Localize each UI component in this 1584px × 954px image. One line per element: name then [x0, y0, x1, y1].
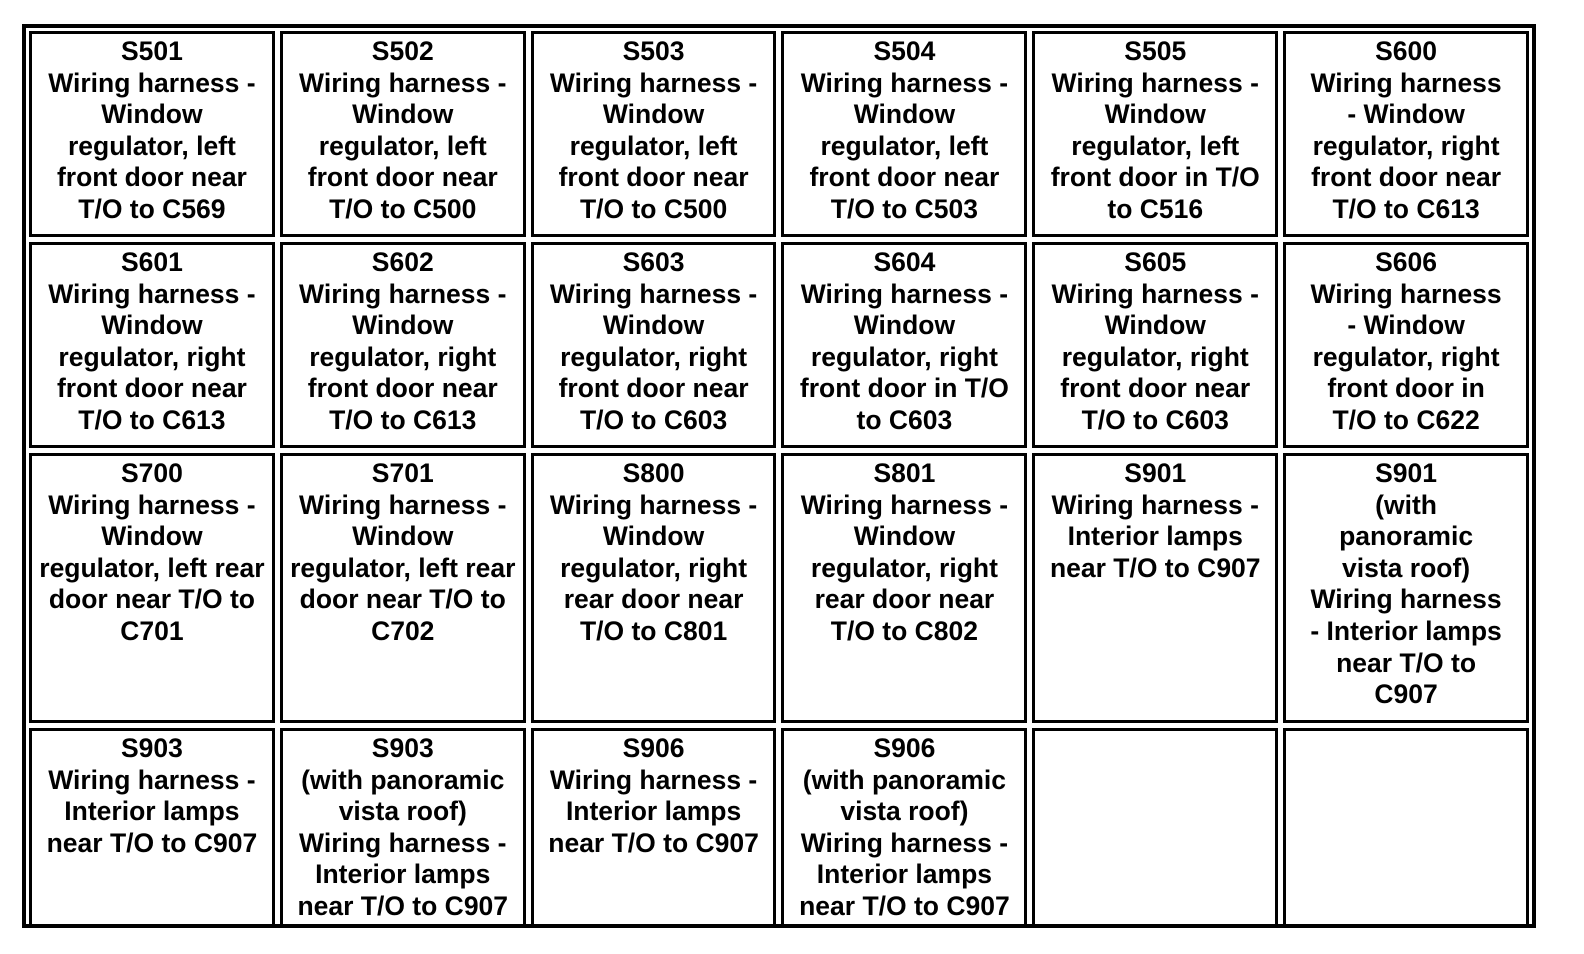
- splice-description-line: near T/O to C907: [548, 827, 759, 858]
- splice-description-line: regulator, right: [309, 341, 497, 372]
- splice-description-line: Window: [1104, 310, 1206, 341]
- splice-description-line: front door near: [307, 373, 498, 404]
- splice-description-line: T/O to C500: [579, 193, 728, 224]
- splice-description-line: T/O to C613: [78, 404, 226, 435]
- splice-description-line: Wiring harness -: [48, 278, 256, 309]
- splice-description-line: T/O to C569: [78, 193, 226, 224]
- splice-description-line: rear door near: [814, 584, 995, 615]
- splice-description-line: C702: [371, 615, 435, 646]
- splice-description-line: Interior lamps: [816, 859, 993, 890]
- splice-cell: [1032, 31, 1278, 237]
- splice-description-line: Window: [1104, 99, 1206, 130]
- splice-description-line: near T/O to C907: [1049, 552, 1261, 583]
- splice-description-line: C701: [120, 615, 184, 646]
- splice-description-line: Wiring harness -: [800, 827, 1009, 858]
- splice-id: S605: [1124, 247, 1187, 277]
- splice-description-line: (with panoramic: [301, 764, 505, 795]
- splice-description-line: regulator, left rear: [290, 552, 516, 583]
- splice-description-line: near T/O to C907: [297, 890, 509, 921]
- splice-description-line: T/O to C802: [830, 615, 979, 646]
- splice-description-line: front door in: [1327, 373, 1485, 404]
- splice-id: S800: [622, 458, 685, 488]
- splice-id: S901: [1375, 458, 1438, 488]
- splice-description-line: Wiring harness -: [549, 278, 758, 309]
- splice-cell: [1283, 242, 1529, 448]
- empty-cell: [1283, 728, 1529, 928]
- splice-description-line: Wiring harness: [1310, 278, 1502, 309]
- splice-id: S505: [1124, 36, 1187, 66]
- splice-description-line: - Window: [1347, 99, 1465, 130]
- splice-description-line: door near T/O to: [48, 584, 255, 615]
- splice-description-line: door near T/O to: [299, 584, 506, 615]
- splice-description-line: regulator, right: [1061, 341, 1249, 372]
- splice-description-line: regulator, left rear: [39, 552, 265, 583]
- splice-cell: [781, 728, 1027, 928]
- splice-description-line: Window: [101, 310, 203, 341]
- splice-description-line: regulator, right: [1312, 130, 1500, 161]
- splice-id: S801: [873, 458, 936, 488]
- splice-description-line: regulator, left: [318, 130, 487, 161]
- splice-id: S903: [120, 733, 183, 763]
- splice-id: S903: [371, 733, 434, 763]
- empty-cell: [1032, 728, 1278, 928]
- splice-description-line: Wiring harness -: [549, 67, 758, 98]
- splice-cell: [29, 31, 275, 237]
- splice-description-line: - Interior lamps: [1310, 615, 1502, 646]
- splice-cell: [29, 453, 275, 723]
- splice-description-line: Wiring harness -: [48, 67, 256, 98]
- splice-cell: [280, 31, 526, 237]
- splice-id: S603: [622, 247, 685, 277]
- splice-description-line: front door in T/O: [1050, 162, 1260, 193]
- splice-cell: [1032, 453, 1278, 723]
- splice-description-line: - Window: [1347, 310, 1465, 341]
- splice-description-line: T/O to C503: [830, 193, 979, 224]
- splice-table: [22, 24, 1536, 928]
- splice-description-line: front door near: [809, 162, 1000, 193]
- splice-description-line: Window: [352, 310, 454, 341]
- splice-id: S701: [371, 458, 434, 488]
- splice-description-line: Wiring harness -: [48, 489, 256, 520]
- splice-description-line: (with: [1375, 489, 1437, 520]
- splice-id: S602: [371, 247, 434, 277]
- splice-description-line: C907: [1374, 679, 1438, 710]
- splice-cell: [781, 242, 1027, 448]
- splice-description-line: regulator, left: [1071, 130, 1240, 161]
- splice-id: S502: [371, 36, 434, 66]
- splice-cell: [1283, 453, 1529, 723]
- splice-description-line: Interior lamps: [315, 859, 491, 890]
- splice-description-line: near T/O to C907: [799, 890, 1010, 921]
- splice-cell: [1283, 31, 1529, 237]
- splice-description-line: near T/O to C907: [46, 827, 258, 858]
- splice-description-line: front door near: [307, 162, 498, 193]
- splice-description-line: regulator, left: [569, 130, 738, 161]
- splice-id: S906: [622, 733, 685, 763]
- splice-description-line: Window: [101, 521, 203, 552]
- splice-cell: [29, 728, 275, 928]
- splice-description-line: front door near: [56, 162, 247, 193]
- splice-cell: [280, 728, 526, 928]
- splice-id: S700: [120, 458, 183, 488]
- splice-id: S501: [120, 36, 183, 66]
- splice-description-line: Window: [602, 99, 705, 130]
- splice-description-line: Interior lamps: [64, 796, 240, 827]
- splice-cell: [29, 242, 275, 448]
- splice-description-line: regulator, right: [810, 341, 998, 372]
- splice-description-line: panoramic: [1339, 521, 1474, 552]
- splice-description-line: near T/O to: [1336, 647, 1477, 678]
- splice-description-line: T/O to C622: [1332, 404, 1480, 435]
- splice-description-line: T/O to C613: [329, 404, 477, 435]
- splice-description-line: front door near: [56, 373, 247, 404]
- splice-description-line: regulator, right: [1312, 341, 1500, 372]
- splice-description-line: T/O to C603: [1081, 404, 1229, 435]
- splice-description-line: Wiring harness -: [800, 278, 1009, 309]
- splice-cell: [781, 31, 1027, 237]
- splice-description-line: Wiring harness -: [299, 827, 507, 858]
- splice-description-line: (with panoramic: [802, 764, 1006, 795]
- splice-description-line: front door near: [558, 162, 749, 193]
- splice-description-line: Wiring harness -: [1051, 489, 1259, 520]
- splice-description-line: T/O to C801: [579, 615, 728, 646]
- splice-description-line: T/O to C603: [579, 404, 728, 435]
- splice-description-line: Wiring harness -: [299, 67, 507, 98]
- splice-description-line: Wiring harness: [1310, 67, 1502, 98]
- splice-description-line: Wiring harness -: [299, 489, 507, 520]
- splice-description-line: regulator, right: [810, 552, 998, 583]
- splice-description-line: Wiring harness -: [549, 764, 758, 795]
- splice-description-line: regulator, left: [820, 130, 989, 161]
- splice-description-line: Window: [853, 310, 956, 341]
- splice-description-line: Window: [352, 521, 454, 552]
- splice-id: S901: [1124, 458, 1187, 488]
- splice-cell: [1032, 242, 1278, 448]
- splice-description-line: vista roof): [338, 796, 467, 827]
- splice-description-line: Wiring harness -: [48, 764, 256, 795]
- splice-description-line: Wiring harness -: [1051, 67, 1259, 98]
- splice-description-line: Wiring harness: [1310, 584, 1502, 615]
- splice-cell: [531, 31, 777, 237]
- splice-description-line: Window: [602, 310, 705, 341]
- splice-description-line: regulator, left: [67, 130, 236, 161]
- splice-description-line: Wiring harness -: [549, 489, 758, 520]
- splice-description-line: to C516: [1107, 193, 1204, 224]
- splice-description-line: front door in T/O: [799, 373, 1009, 404]
- splice-description-line: Wiring harness -: [800, 489, 1009, 520]
- splice-description-line: to C603: [856, 404, 953, 435]
- splice-description-line: Window: [853, 99, 956, 130]
- splice-grid: [29, 31, 1529, 921]
- splice-cell: [280, 453, 526, 723]
- splice-description-line: Interior lamps: [1067, 521, 1243, 552]
- splice-cell: [280, 242, 526, 448]
- splice-id: S906: [873, 733, 936, 763]
- splice-id: S504: [873, 36, 936, 66]
- splice-cell: [531, 453, 777, 723]
- splice-description-line: regulator, right: [560, 552, 748, 583]
- splice-description-line: Interior lamps: [565, 796, 742, 827]
- splice-description-line: Window: [352, 99, 454, 130]
- splice-id: S601: [120, 247, 183, 277]
- splice-description-line: front door near: [558, 373, 749, 404]
- splice-cell: [531, 728, 777, 928]
- splice-description-line: Window: [853, 521, 956, 552]
- splice-description-line: vista roof): [840, 796, 969, 827]
- splice-id: S600: [1375, 36, 1438, 66]
- splice-description-line: Wiring harness -: [800, 67, 1009, 98]
- splice-cell: [531, 242, 777, 448]
- splice-description-line: Wiring harness -: [299, 278, 507, 309]
- splice-description-line: regulator, right: [560, 341, 748, 372]
- splice-description-line: regulator, right: [58, 341, 246, 372]
- splice-description-line: Window: [101, 99, 203, 130]
- splice-description-line: rear door near: [563, 584, 744, 615]
- splice-id: S503: [622, 36, 685, 66]
- splice-description-line: Window: [602, 521, 705, 552]
- splice-description-line: T/O to C500: [329, 193, 477, 224]
- splice-description-line: front door near: [1060, 373, 1251, 404]
- splice-description-line: T/O to C613: [1332, 193, 1480, 224]
- splice-description-line: front door near: [1311, 162, 1502, 193]
- splice-description-line: Wiring harness -: [1051, 278, 1259, 309]
- splice-id: S606: [1375, 247, 1438, 277]
- splice-description-line: vista roof): [1342, 552, 1471, 583]
- splice-cell: [781, 453, 1027, 723]
- splice-id: S604: [873, 247, 936, 277]
